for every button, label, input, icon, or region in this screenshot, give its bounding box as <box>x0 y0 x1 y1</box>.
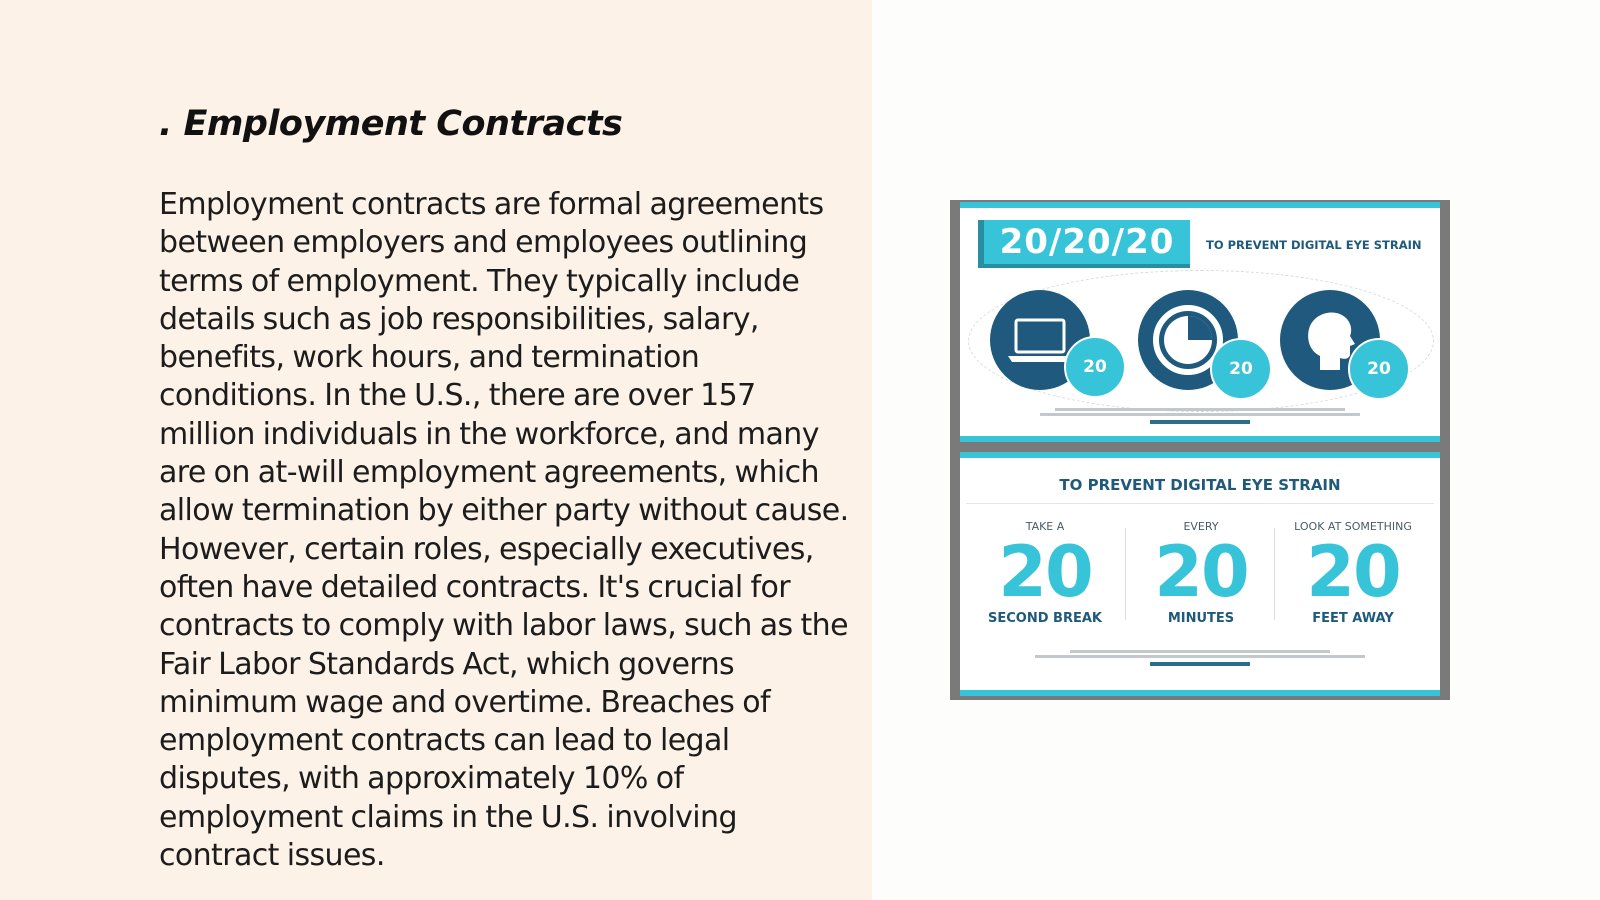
feet-badge: 20 <box>1348 338 1410 400</box>
icon-row <box>960 284 1440 404</box>
column-pre-label: LOOK AT SOMETHING <box>1294 520 1412 533</box>
slide-body-text: Employment contracts are formal agreements between employers and employees outlining terms of employment. They typically include details such as job responsibilities, salary, benefits, work hours, and termination conditions. In the U.S., there are over 157 million individuals in the workforce, and many are on at-will employment agreements, which allow termination by either party without cause. However, certain roles, especially executives, often have detailed contracts. It's crucial for contracts to comply with labor laws, such as the Fair Labor Standards Act, which governs minimum wage and overtime. Breaches of employment contracts can lead to legal disputes, with approximately 10% of employment claims in the U.S. involving contract issues. <box>159 187 849 874</box>
infographic-bottom-card <box>960 452 1440 696</box>
bottom-card-heading: TO PREVENT DIGITAL EYE STRAIN <box>1059 476 1341 494</box>
column-distance <box>1278 520 1428 626</box>
eye-strain-infographic <box>950 200 1450 700</box>
rule-badge <box>978 220 1190 268</box>
heading-divider <box>966 503 1434 504</box>
column-interval <box>1126 520 1276 626</box>
column-break <box>970 520 1120 626</box>
aoa-logo <box>1150 420 1250 424</box>
column-post-label: FEET AWAY <box>1312 611 1394 626</box>
seconds-badge: 20 <box>1064 336 1126 398</box>
top-card-fine-print <box>960 406 1440 424</box>
top-card-heading: TO PREVENT DIGITAL EYE STRAIN <box>1206 238 1422 252</box>
column-pre-label: EVERY <box>1183 520 1219 533</box>
column-post-label: MINUTES <box>1167 611 1235 626</box>
rule-badge-label: 20/20/20 <box>984 220 1190 264</box>
infographic-top-card <box>960 202 1440 442</box>
bottom-card-fine-print <box>960 648 1440 666</box>
slide-title: . Employment Contracts <box>159 104 623 144</box>
aoa-logo <box>1150 662 1250 666</box>
column-number: 20 <box>998 531 1092 613</box>
column-number: 20 <box>1154 531 1248 613</box>
minutes-badge: 20 <box>1210 338 1272 400</box>
column-post-label: SECOND BREAK <box>988 611 1102 626</box>
column-pre-label: TAKE A <box>1025 520 1065 533</box>
column-number: 20 <box>1306 531 1400 613</box>
column-divider <box>1274 528 1275 620</box>
